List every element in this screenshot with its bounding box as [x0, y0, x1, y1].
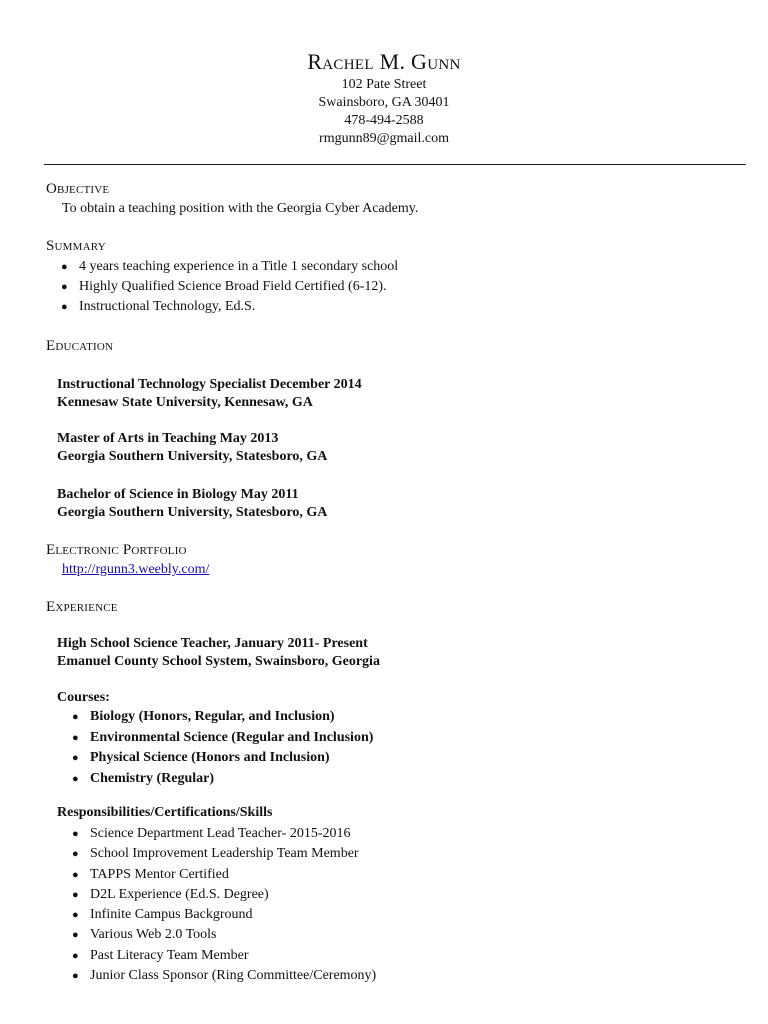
bullet-icon: ●: [61, 261, 68, 273]
responsibility-item: ● TAPPS Mentor Certified: [90, 865, 376, 885]
bullet-icon: ●: [72, 868, 79, 881]
bullet-icon: ●: [72, 909, 79, 922]
street-address: 102 Pate Street: [341, 77, 427, 92]
responsibility-item: ● Various Web 2.0 Tools: [90, 925, 376, 945]
experience-heading: Experience: [46, 599, 118, 615]
education-degree: Master of Arts in Teaching May 2013: [57, 431, 279, 446]
bullet-icon: ●: [61, 301, 68, 313]
bullet-icon: ●: [72, 929, 79, 942]
education-school: Georgia Southern University, Statesboro, GA: [57, 505, 328, 520]
course-item: ● Chemistry (Regular): [90, 769, 373, 790]
responsibility-item: ● D2L Experience (Ed.S. Degree): [90, 885, 376, 905]
bullet-icon: ●: [72, 828, 79, 840]
summary-item: ● Highly Qualified Science Broad Field Certified (6-12).: [79, 277, 398, 297]
responsibility-item: ● Past Literacy Team Member: [90, 946, 376, 966]
education-heading: Education: [46, 338, 114, 354]
bullet-icon: ●: [72, 711, 79, 723]
summary-list: [61, 257, 399, 317]
course-item: ● Biology (Honors, Regular, and Inclusion): [90, 707, 373, 728]
summary-item: ● Instructional Technology, Ed.S.: [79, 297, 398, 317]
course-item: ● Environmental Science (Regular and Inclusion): [90, 728, 373, 749]
responsibility-item: ● Science Department Lead Teacher- 2015-2016: [90, 824, 376, 844]
responsibilities-label: Responsibilities/Certifications/Skills: [57, 805, 273, 820]
course-item: ● Physical Science (Honors and Inclusion): [90, 748, 373, 769]
education-degree: Instructional Technology Specialist December 2014: [57, 377, 362, 392]
summary-heading: Summary: [46, 238, 106, 254]
email-address: rmgunn89@gmail.com: [319, 131, 449, 146]
job-employer: Emanuel County School System, Swainsboro, Georgia: [57, 654, 380, 669]
responsibility-item: ● School Improvement Leadership Team Member: [90, 844, 376, 864]
portfolio-link-wrapper: [62, 561, 209, 579]
job-title: High School Science Teacher, January 2011- Present: [57, 636, 368, 651]
responsibility-item: ● Junior Class Sponsor (Ring Committee/Ceremony): [90, 966, 376, 986]
courses-list: [72, 707, 374, 789]
courses-label: Courses:: [57, 690, 110, 705]
phone-number: 478-494-2588: [344, 113, 424, 128]
objective-text: To obtain a teaching position with the Georgia Cyber Academy.: [62, 201, 419, 216]
resume-header: [0, 48, 768, 148]
city-state-zip: Swainsboro, GA 30401: [318, 95, 450, 110]
portfolio-link[interactable]: http://rgunn3.weebly.com/: [62, 562, 210, 577]
portfolio-heading: Electronic Portfolio: [46, 542, 187, 558]
responsibility-item: ● Infinite Campus Background: [90, 905, 376, 925]
responsibilities-list: [72, 824, 377, 986]
education-degree: Bachelor of Science in Biology May 2011: [57, 487, 299, 502]
bullet-icon: ●: [72, 970, 79, 983]
bullet-icon: ●: [72, 949, 79, 962]
bullet-icon: ●: [72, 772, 79, 785]
header-divider: [44, 164, 746, 165]
education-school: Georgia Southern University, Statesboro, GA: [57, 449, 328, 464]
bullet-icon: ●: [72, 731, 79, 744]
bullet-icon: ●: [72, 848, 79, 861]
summary-item: ● 4 years teaching experience in a Title 1 secondary school: [79, 257, 398, 277]
candidate-name: Rachel M. Gunn: [307, 49, 461, 74]
education-school: Kennesaw State University, Kennesaw, GA: [57, 395, 313, 410]
objective-heading: Objective: [46, 181, 110, 197]
bullet-icon: ●: [72, 752, 79, 764]
bullet-icon: ●: [72, 888, 79, 901]
bullet-icon: ●: [61, 281, 68, 293]
